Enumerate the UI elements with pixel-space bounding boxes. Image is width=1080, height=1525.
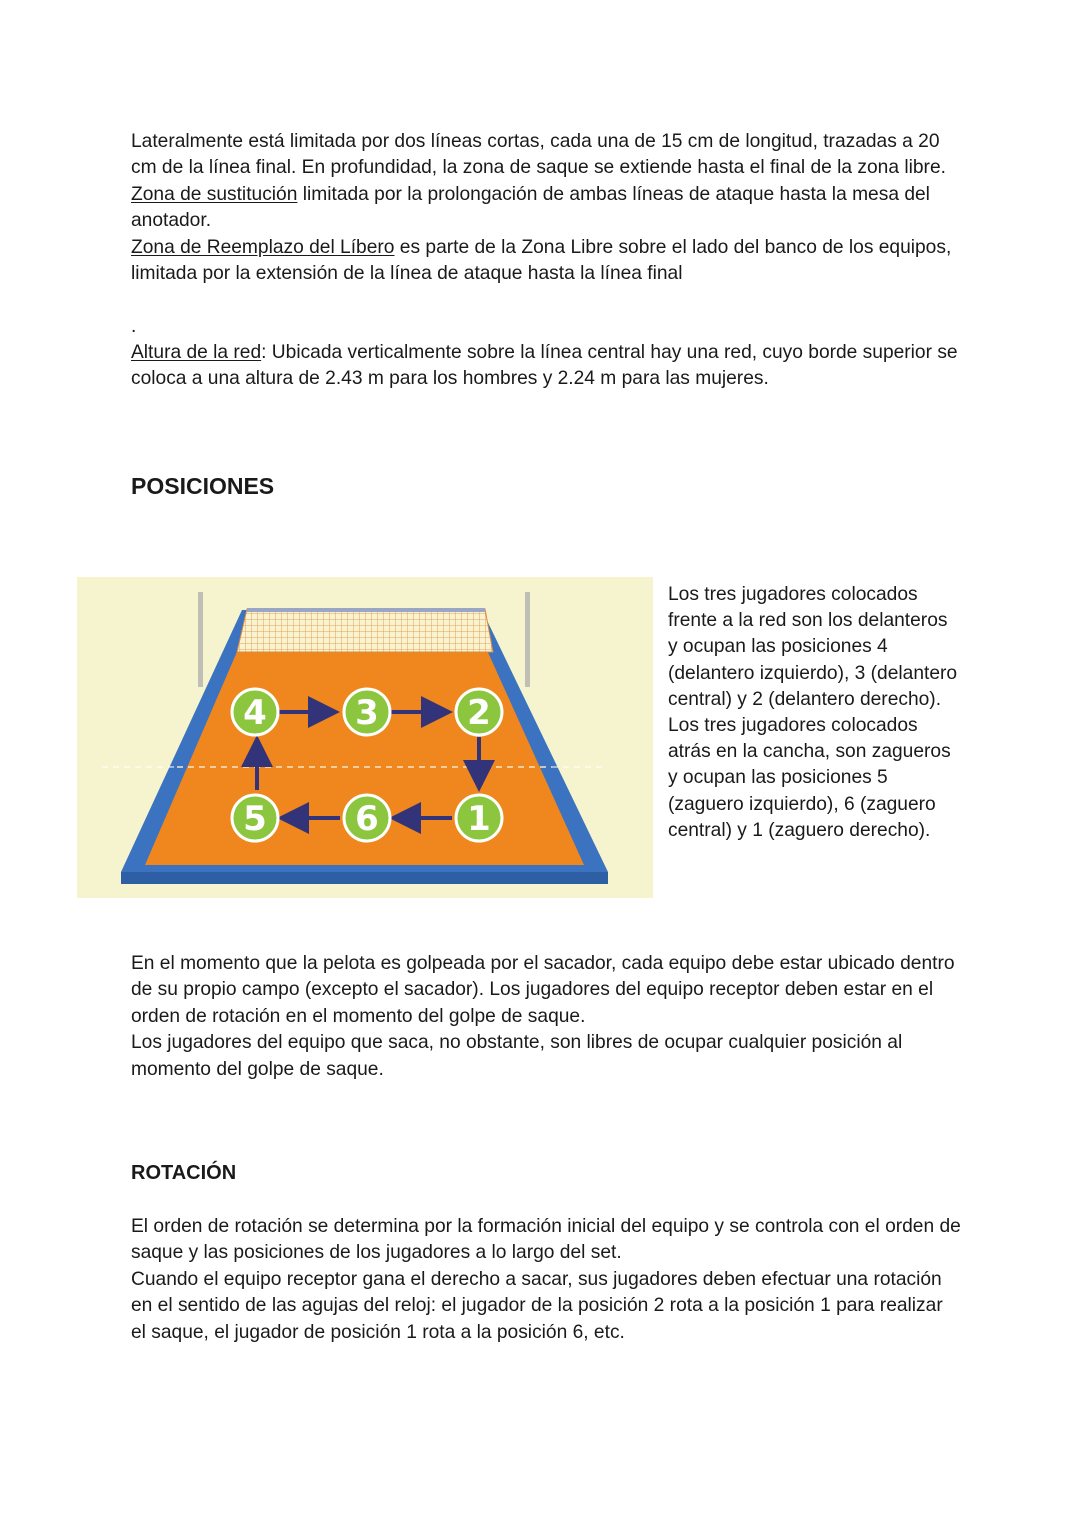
right-net-post bbox=[525, 592, 530, 687]
substitution-zone-paragraph bbox=[131, 182, 961, 235]
position-5 bbox=[232, 795, 278, 841]
position-3-label: 3 bbox=[355, 693, 379, 733]
position-6-label: 6 bbox=[355, 799, 379, 839]
position-2 bbox=[456, 689, 502, 735]
position-1-label: 1 bbox=[467, 799, 491, 839]
serve-paragraph-2: Los jugadores del equipo que saca, no obstante, son libres de ocupar cualquier posición al momento del golpe de saque. bbox=[131, 1032, 903, 1080]
positions-heading: POSICIONES bbox=[131, 473, 275, 499]
intro-paragraphs bbox=[131, 129, 961, 287]
rotation-paragraph-2: Cuando el equipo receptor gana el derecho a sacar, sus jugadores deben efectuar una rotación en el sentido de las agujas del reloj: el jugador de la posición 2 rota a la posición 1 para realizar el saque, el jugador de posición 1 rota a la posición 6, etc. bbox=[131, 1268, 943, 1343]
net-height-term: Altura de la red bbox=[131, 342, 262, 363]
net-height-paragraph bbox=[131, 340, 961, 393]
position-6 bbox=[344, 795, 390, 841]
libero-zone-text: es parte de la Zona Libre sobre el lado del banco de los equipos, limitada por la extensión de la línea de ataque hasta la línea final bbox=[131, 236, 952, 285]
rotation-paragraphs bbox=[131, 1214, 961, 1346]
position-2-label: 2 bbox=[467, 693, 491, 733]
positions-description bbox=[668, 582, 958, 844]
stray-dot: . bbox=[131, 316, 137, 337]
left-net-post bbox=[198, 592, 203, 687]
rotation-paragraph-1: El orden de rotación se determina por la formación inicial del equipo y se controla con el orden de saque y las posiciones de los jugadores a lo largo del set. bbox=[131, 1216, 961, 1264]
position-1 bbox=[456, 795, 502, 841]
position-4 bbox=[232, 689, 278, 735]
position-4-label: 4 bbox=[243, 693, 267, 733]
net-top-band bbox=[247, 608, 485, 612]
serve-moment-paragraphs bbox=[131, 951, 961, 1083]
libero-zone-paragraph bbox=[131, 235, 961, 288]
substitution-zone-term: Zona de sustitución bbox=[131, 183, 298, 205]
rotation-heading: ROTACIÓN bbox=[131, 1162, 237, 1184]
front-row-paragraph: Los tres jugadores colocados frente a la red son los delanteros y ocupan las posiciones 4 (delantero izquierdo), 3 (delantero central) y 2 (delantero derecho). bbox=[668, 584, 958, 710]
position-5-label: 5 bbox=[243, 799, 267, 839]
net-height-text: : Ubicada verticalmente sobre la línea central hay una red, cuyo borde superior se coloca a una altura de 2.43 m para los hombres y 2.24 m para las mujeres. bbox=[131, 342, 958, 390]
substitution-zone-text: limitada por la prolongación de ambas líneas de ataque hasta la mesa del anotador. bbox=[131, 183, 930, 232]
service-zone-paragraph: Lateralmente está limitada por dos líneas cortas, cada una de 15 cm de longitud, trazadas a 20 cm de la línea final. En profundidad, la zona de saque se extiende hasta el final de la zona libre. bbox=[131, 131, 946, 179]
volleyball-court-diagram bbox=[77, 577, 653, 898]
libero-zone-term: Zona de Reemplazo del Líbero bbox=[131, 236, 395, 258]
back-row-paragraph: Los tres jugadores colocados atrás en la cancha, son zagueros y ocupan las posiciones 5 (zaguero izquierdo), 6 (zaguero central) y 1 (zaguero derecho). bbox=[668, 715, 951, 841]
serve-paragraph-1: En el momento que la pelota es golpeada por el sacador, cada equipo debe estar ubicado dentro de su propio campo (excepto el sacador). Los jugadores del equipo receptor deben estar en el orden de rotación en el momento del golpe de saque. bbox=[131, 953, 955, 1027]
net bbox=[237, 609, 493, 652]
court-baseline-edge bbox=[121, 872, 608, 884]
position-3 bbox=[344, 689, 390, 735]
